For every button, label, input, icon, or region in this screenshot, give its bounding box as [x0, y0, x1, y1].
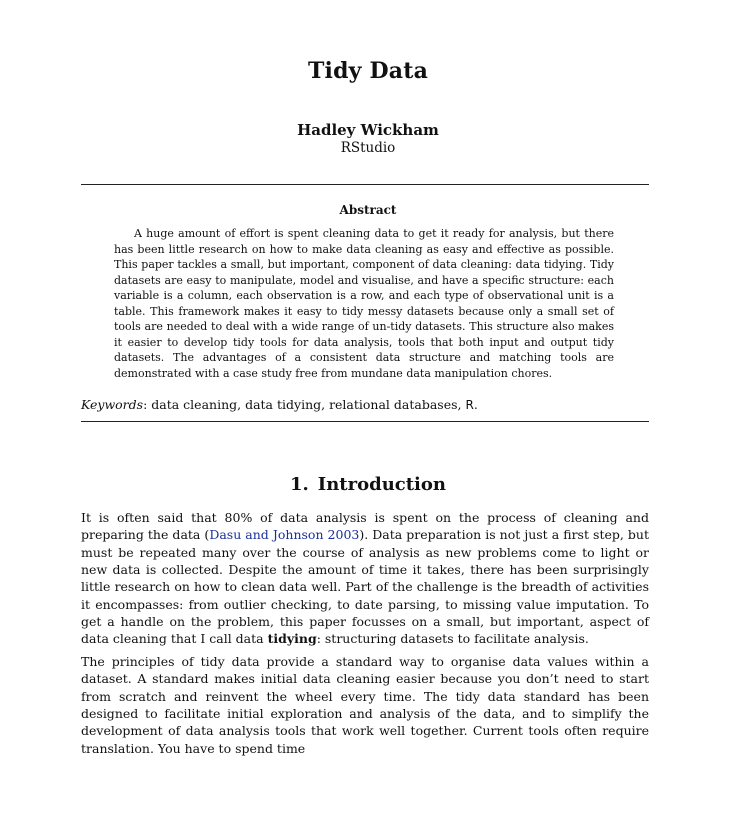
abstract-body: A huge amount of effort is spent cleaning data to get it ready for analysis, but there has been little research on how to make data cleaning as easy and effective as possible. This paper tackles a small, but important, component of data cleaning: data tidying. Tidy datasets are easy to manipulate, model and visualise, and have a specific structure: each variable is a column, each observation is a row, and each type of observational unit is a table. This framework makes it easy to tidy messy datasets because only a small set of tools are needed to deal with a wide range of un-tidy datasets. This structure also makes it easier to develop tidy tools for data analysis, tools that both input and output tidy datasets. The advantages of a consistent data structure and matching tools are demonstrated with a case study free from mundane data manipulation chores.	[114, 227, 614, 380]
keywords-r-symbol: R	[465, 398, 474, 412]
keywords-end: .	[473, 397, 478, 412]
abstract-top-rule	[81, 184, 649, 185]
citation-link[interactable]: Dasu and Johnson 2003	[209, 527, 360, 543]
tidying-term: tidying	[267, 631, 317, 647]
author-name: Hadley Wickham	[297, 121, 439, 139]
keywords-separator: :	[143, 397, 152, 412]
abstract-heading: Abstract	[339, 203, 397, 217]
intro-paragraph-1	[81, 509, 649, 648]
keywords-label: Keywords	[81, 397, 144, 412]
paragraph1-text-start: It is often said that 80% of data analysis is spent on the process of cleaning and preparing the data (	[81, 510, 649, 543]
intro-paragraph-2: The principles of tidy data provide a standard way to organise data values within a dataset. A standard makes initial data cleaning easier because you don’t need to start from scratch and reinvent the wheel every time. The tidy data standard has been designed to facilitate initial exploration and analysis of the data, and to simplify the development of data analysis tools that work well together. Current tools often require translation. You have to spend time	[81, 654, 649, 756]
keywords-list: data cleaning, data tidying, relational databases,	[151, 397, 466, 412]
author-affiliation: RStudio	[340, 140, 396, 156]
paragraph1-text-middle: ). Data preparation is not just a first step, but must be repeated many over the course of analysis as new problems come to light or new data is collected. Despite the amount of time it takes, there has been surprisingly little research on how to clean data well. Part of the challenge is the breadth of activities it encompasses: from outlier checking, to date parsing, to missing value imputation. To get a handle on the problem, this paper focusses on a small, but important, aspect of data cleaning that I call data	[81, 527, 649, 647]
section-number: 1.	[290, 474, 309, 495]
section-heading	[0, 474, 736, 495]
paper-title: Tidy Data	[307, 58, 429, 84]
abstract-bottom-rule	[81, 421, 649, 422]
keywords-line	[81, 397, 649, 413]
paragraph1-text-end: : structuring datasets to facilitate analysis.	[316, 631, 589, 647]
section-title: Introduction	[317, 474, 446, 495]
